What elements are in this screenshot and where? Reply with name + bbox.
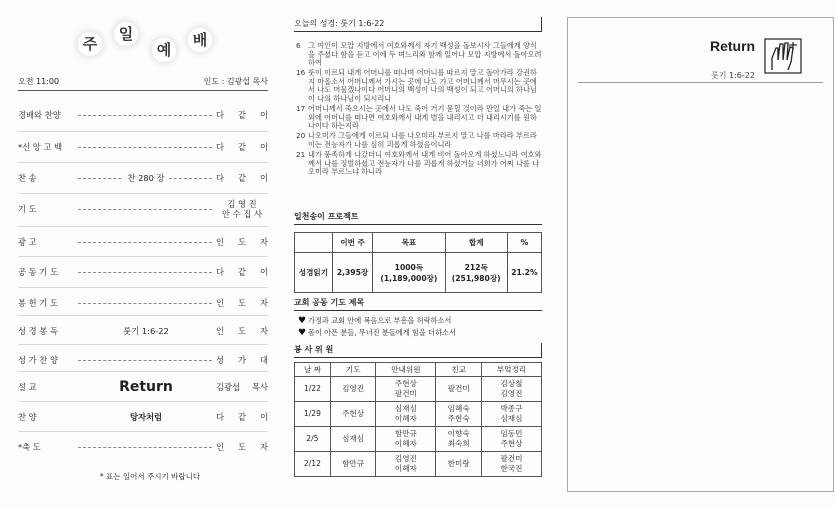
order-row <box>18 226 268 256</box>
table-header <box>295 233 333 253</box>
service-time-row <box>18 76 268 91</box>
table-cell: 심재심 이혜자 <box>376 402 436 427</box>
order-person-line: 성 가 대 <box>216 354 268 365</box>
order-item-name: *축 도 <box>18 441 41 452</box>
order-person-line: 다 같 이 <box>216 110 268 120</box>
order-item-detail <box>76 288 216 317</box>
order-item-detail <box>76 402 216 431</box>
order-row <box>18 401 268 431</box>
table-cell: 주현상 <box>330 402 376 427</box>
order-item-name: 공 동 기 도 <box>18 266 58 277</box>
order-row <box>18 193 268 223</box>
order-item-person <box>216 412 268 422</box>
order-item-person <box>216 199 268 219</box>
order-item-name: *신 앙 고 백 <box>18 141 63 152</box>
table-cell: 2,395장 <box>332 253 372 293</box>
table-cell: 함만규 <box>330 452 376 477</box>
table-header: 친교 <box>436 363 482 377</box>
order-row <box>18 131 268 161</box>
bible-reading-table <box>294 232 542 293</box>
order-item-person <box>216 355 268 365</box>
verse-text: 룻이 이르되 내게 어머니를 떠나며 어머니를 따르지 말고 돌아가라 강권하지 마옵소서 어머니께서 가시는 곳에 나도 가고 어머니께서 머무시는 곳에서 나도 머물겠나이다 어머니의 백성이 나의 백성이 되고 어머니의 하나님이 나의 하나님이 되시리니 <box>308 68 537 104</box>
order-item-detail-text: Return <box>115 379 177 395</box>
order-item-person <box>216 382 268 392</box>
service-title <box>70 22 230 64</box>
verse <box>296 105 542 131</box>
order-item-person <box>216 110 268 120</box>
order-item-person <box>216 267 268 277</box>
order-item-detail <box>76 345 216 374</box>
table-header: % <box>507 233 541 253</box>
order-item-name: 설 교 <box>18 381 37 392</box>
verse-text: 그 여인이 모압 지방에서 여호와께서 자기 백성을 돌보시사 그들에게 양식을 주셨다 함을 듣고 이에 두 며느리와 함께 일어나 모압 지방에서 돌아오려 하여 <box>308 41 542 68</box>
table-cell: 2/5 <box>295 427 331 452</box>
order-item-person <box>216 326 268 336</box>
order-item-name: 성 가 찬 양 <box>18 354 58 365</box>
order-item-detail <box>76 316 216 345</box>
table-cell: 임혜숙 주현숙 <box>436 402 482 427</box>
table-cell: 성경읽기 <box>295 253 333 293</box>
table-header: 목표 <box>373 233 445 253</box>
table-row <box>295 452 542 477</box>
prayer-heading: 교회 공동 기도 제목 <box>294 297 542 311</box>
title-char: 예 <box>152 38 176 62</box>
table-row <box>295 402 542 427</box>
prayer-text: 가정과 교회 안에 복음으로 부흥을 허락하소서 <box>308 316 452 325</box>
table-cell: 팔건미 한국진 <box>481 452 541 477</box>
table-cell: 1/22 <box>295 377 331 402</box>
table-header: 안내위원 <box>376 363 436 377</box>
verse <box>296 69 542 103</box>
order-item-detail-text: 탕자처럼 <box>126 411 166 423</box>
order-item-detail <box>76 432 216 461</box>
prayer-text: 몸이 아픈 분들, 무너진 분들에게 힘을 더하소서 <box>308 328 456 337</box>
sermon-reference: 룻기 1:6-22 <box>711 71 755 80</box>
order-item-detail <box>76 372 216 401</box>
table-cell: 21.2% <box>507 253 541 293</box>
title-char: 배 <box>188 28 212 52</box>
order-row <box>18 371 268 401</box>
order-item-detail-text: 룻기 1:6-22 <box>119 325 173 337</box>
order-item-detail <box>76 257 216 286</box>
order-person-line: 다 같 이 <box>216 141 268 152</box>
order-item-name: 찬 송 <box>18 172 37 183</box>
order-person-line: 안 수 집 사 <box>222 208 262 219</box>
bible-project-heading: 일천송이 프로젝트 <box>294 211 542 225</box>
sermon-cover-panel <box>567 17 834 492</box>
table-cell: 박종구 심재심 <box>481 402 541 427</box>
sermon-title: Return <box>710 38 756 54</box>
table-row <box>295 427 542 452</box>
verse-number: 20 <box>296 131 306 141</box>
table-cell: 김영진 이혜자 <box>376 452 436 477</box>
table-cell: 주현상 팔건미 <box>376 377 436 402</box>
order-item-detail <box>76 194 216 223</box>
order-row <box>18 162 268 192</box>
table-header-row <box>295 363 542 377</box>
worship-order-panel <box>0 0 280 507</box>
table-row <box>295 377 542 402</box>
info-panel <box>292 0 544 507</box>
order-item-name: 성 경 봉 독 <box>18 325 58 336</box>
table-cell: 1/29 <box>295 402 331 427</box>
service-leader: 인도 : 김광섭 목사 <box>203 77 268 86</box>
order-row <box>18 315 268 345</box>
verse-number: 17 <box>296 104 306 114</box>
table-cell: 김상철 김영진 <box>481 377 541 402</box>
praying-hands-icon <box>764 38 802 74</box>
verse <box>296 132 542 149</box>
table-cell: 1000독 (1,189,000장) <box>373 253 445 293</box>
order-person-line: 인 도 자 <box>216 441 268 452</box>
order-person-line: 인 도 자 <box>216 325 268 336</box>
order-item-name: 기 도 <box>18 203 37 214</box>
table-cell: 이향숙 최숙희 <box>436 427 482 452</box>
heart-icon: ♥ <box>298 328 307 338</box>
order-person-line: 김 영 진 <box>227 198 257 209</box>
order-item-person <box>216 442 268 452</box>
order-person-line: 다 같 이 <box>216 266 268 277</box>
order-person-line: 다 같 이 <box>216 411 268 422</box>
verse <box>296 151 542 177</box>
order-item-detail <box>76 132 216 161</box>
order-item-name: 봉 헌 기 도 <box>18 297 58 308</box>
table-row <box>295 253 542 293</box>
order-row <box>18 100 268 130</box>
order-row <box>18 287 268 317</box>
table-header: 부엌정리 <box>481 363 541 377</box>
order-person-line: 다 같 이 <box>216 172 268 183</box>
order-item-detail <box>76 163 216 192</box>
order-item-person <box>216 173 268 183</box>
table-header-row <box>295 233 542 253</box>
order-row <box>18 431 268 461</box>
order-person-line: 김광섭 목사 <box>216 381 268 392</box>
title-char: 일 <box>114 22 138 46</box>
scripture-heading: 오늘의 성경: 룻기 1:6-22 <box>294 18 542 32</box>
heart-icon: ♥ <box>298 316 307 326</box>
table-header: 합계 <box>445 233 507 253</box>
divider <box>578 82 823 83</box>
title-char: 주 <box>78 32 102 56</box>
table-header: 기도 <box>330 363 376 377</box>
order-item-detail-text: 찬 280 장 <box>123 172 168 184</box>
verse-number: 16 <box>296 68 306 78</box>
table-cell: 팔건미 <box>436 377 482 402</box>
prayer-item <box>298 328 456 338</box>
table-header: 날 짜 <box>295 363 331 377</box>
order-item-name: 경배와 찬양 <box>18 110 61 120</box>
table-cell: 한미랑 <box>436 452 482 477</box>
order-item-name: 찬 양 <box>18 411 37 422</box>
table-cell: 2/12 <box>295 452 331 477</box>
table-cell: 212독 (251,980장) <box>445 253 507 293</box>
order-item-detail <box>76 100 216 130</box>
service-time: 오전 11:00 <box>18 77 60 86</box>
order-person-line: 인 도 자 <box>216 236 268 247</box>
order-item-name: 광 고 <box>18 236 37 247</box>
standing-footnote: * 표는 일어서 주시기 바랍니다 <box>99 472 201 481</box>
table-header: 이번 주 <box>332 233 372 253</box>
order-item-person <box>216 142 268 152</box>
verse-text: 내가 풍족하게 나갔더니 여호와께서 내게 비어 돌아오게 하셨느니라 여호와께서 나를 징벌하셨고 전능자가 나를 괴롭게 하셨거늘 너희가 어찌 나를 나오미라 부르느냐 하니라 <box>308 150 542 177</box>
table-cell: 함만규 이혜자 <box>376 427 436 452</box>
verse-number: 21 <box>296 150 306 160</box>
order-item-person <box>216 237 268 247</box>
verse-text: 어머니께서 죽으시는 곳에서 나도 죽어 거기 묻힐 것이라 만일 내가 죽는 일 외에 어머니를 떠나면 여호와께서 내게 벌을 내리시고 더 내리시기를 원하나이다 하는지라 <box>308 104 542 131</box>
table-cell: 김영진 <box>330 377 376 402</box>
volunteer-table <box>294 362 542 477</box>
order-person-line: 인 도 자 <box>216 297 268 308</box>
volunteers-heading: 봉 사 위 원 <box>294 344 542 358</box>
order-item-person <box>216 298 268 308</box>
table-cell: 임동민 주현상 <box>481 427 541 452</box>
table-cell: 심재심 <box>330 427 376 452</box>
scripture-verses <box>296 42 542 178</box>
order-row <box>18 344 268 374</box>
prayer-item <box>298 316 451 326</box>
verse <box>296 42 542 68</box>
verse-text: 나오미가 그들에게 이르되 나를 나오미라 부르지 말고 나를 마라라 부르라 이는 전능자가 나를 심히 괴롭게 하셨음이니라 <box>308 131 537 150</box>
verse-number: 6 <box>296 41 301 50</box>
order-row <box>18 256 268 286</box>
order-item-detail <box>76 227 216 256</box>
